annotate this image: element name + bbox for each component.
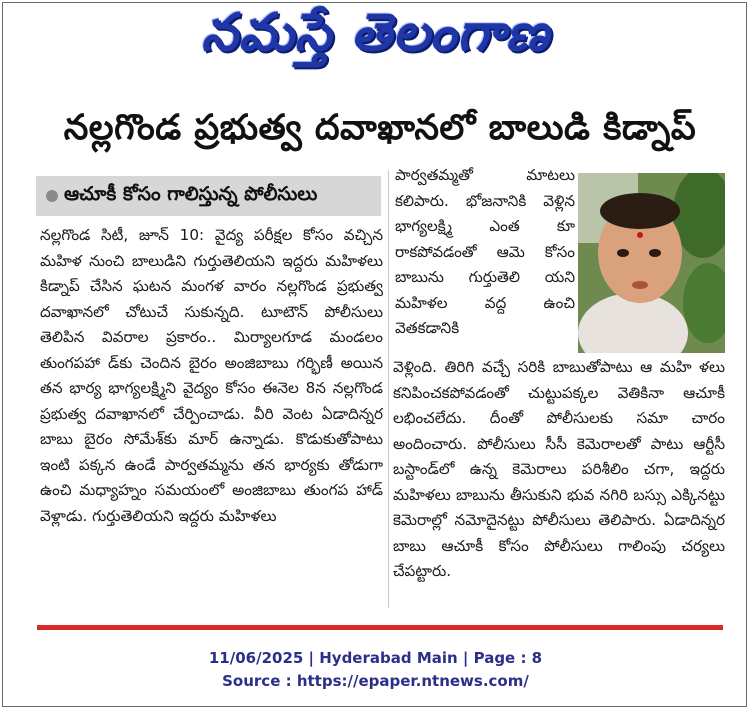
footer-edition-info: 11/06/2025 | Hyderabad Main | Page : 8 xyxy=(208,649,543,667)
bullet-icon xyxy=(46,190,58,202)
masthead-title: నమస్తే తెలంగాణ xyxy=(201,3,550,63)
child-photo xyxy=(578,173,725,353)
newspaper-masthead xyxy=(0,2,751,77)
article-headline: నల్లగొండ ప్రభుత్వ దవాఖానలో బాలుడి కిడ్నాప్ xyxy=(63,108,697,148)
article-column-1: నల్లగొండ సిటీ, జూన్ 10: వైద్య పరీక్షల కోసం వచ్చిన మహిళ నుంచి బాలుడిని గుర్తుతెలియని ఇద్దరు మహిళలు కిడ్నాప్ చేసిన ఘటన మంగళ వారం నల్లగొండ ప్రభుత్వ దవాఖానలో చోటుచే సుకున్నది. టూటౌన్ పోలీసులు తెలిపిన వివరాల ప్రకారం.. మిర్యాలగూడ మండలం తుంగపహా డ్‌కు చెందిన బైరం అంజిబాబు గర్భిణీ అయిన తన భార్య భాగ్యలక్ష్మిని వైద్యం కోసం ఈనెల 8న నల్లగొండ ప్రభుత్వ దవాఖానలో చేర్పించాడు. వీరి వెంట ఏడాదిన్నర బాబు బైరం సోమేశ్‌కు మార్ ఉన్నాడు. కొడుకుతోపాటు ఇంటి పక్కన ఉండే పార్వతమ్మను తన భార్యకు తోడుగా ఉంచి మధ్యాహ్నం సమయంలో అంజిబాబు తుంగప హాడ్ వెళ్లాడు. గుర్తుతెలియని ఇద్దరు మహిళలు xyxy=(40,226,383,525)
child-photo-illustration xyxy=(578,173,725,353)
column-divider xyxy=(388,170,389,608)
subheadline-text: ఆచూకీ కోసం గాలిస్తున్న పోలీసులు xyxy=(64,182,318,205)
article-column-3: వెళ్లింది. తిరిగి వచ్చే సరికి బాబుతోపాటు ఆ మహి ళలు కనిపించకపోవడంతో చుట్టుపక్కల వెతికినా ఆచూకీ లభించలేదు. దీంతో పోలీసులకు సమా చారం అందించారు. పోలీసులు సీసీ కెమెరాలతో పాటు ఆర్టీసీ బస్టాండ్‌లో ఉన్న కెమెరాలు పరిశీలిం చగా, ఇద్దరు మహిళలు బాబును తీసుకుని భువ నగిరి బస్సు ఎక్కినట్టు కెమెరాల్లో నమోదైనట్టు పోలీసులు తెలిపారు. ఏడాదిన్నర బాబు ఆచూకీ కోసం పోలీసులు గాలింపు చర్యలు చేపట్టారు. xyxy=(393,358,725,580)
subheadline-box xyxy=(36,176,381,216)
bottom-rule xyxy=(37,625,723,630)
article-column-2: పార్వతమ్మతో మాటలు కలిపారు. భోజనానికి వెళ్లిన భాగ్యలక్ష్మి ఎంత కూ రాకపోవడంతో ఆమె కోసం బాబును గుర్తుతెలి యని మహిళల వద్ద ఉంచి వెతకడానికి xyxy=(395,166,575,337)
footer-source-link[interactable]: Source : https://epaper.ntnews.com/ xyxy=(222,672,529,690)
